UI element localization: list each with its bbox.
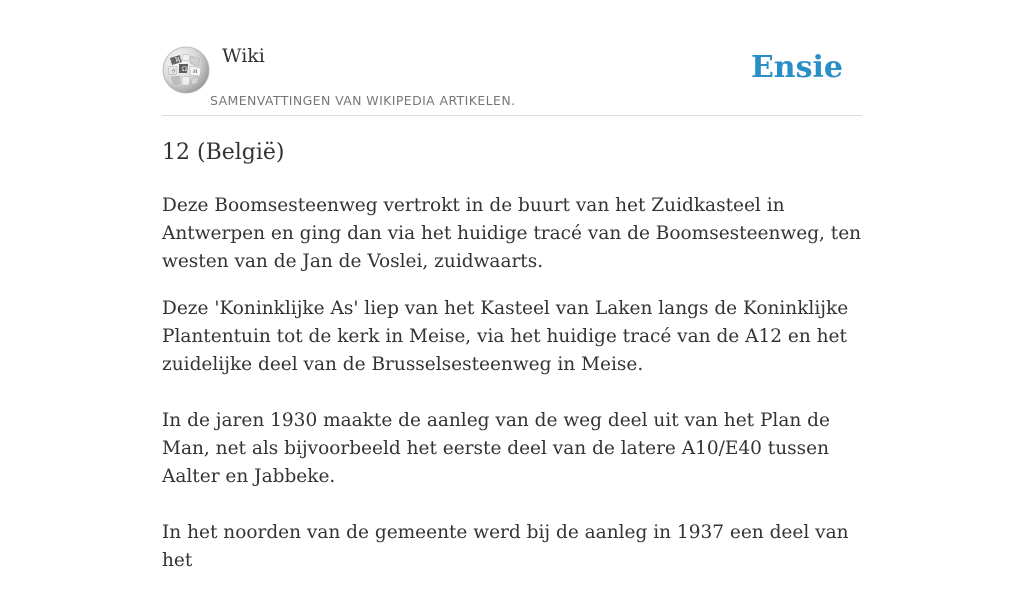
article-body: [162, 192, 862, 594]
site-tagline: SAMENVATTINGEN VAN WIKIPEDIA ARTIKELEN.: [210, 93, 516, 108]
svg-text:W: W: [175, 57, 182, 64]
wikipedia-globe-icon[interactable]: [162, 46, 210, 94]
svg-text:ウ: ウ: [171, 69, 177, 75]
article-paragraph: Deze 'Koninklijke As' liep van het Kasteel van Laken langs de Koninklijke Plantentuin tot de kerk in Meise, via het huidige tracé van de A12 en het zuidelijke deel van de Brusselsesteenweg in Meise. In de jaren 1930 maakte de aanleg van de weg deel uit van het Plan de Man, net als bijvoorbeeld het eerste deel van de latere A10/E40 tussen Aalter en Jabbeke. In het noorden van de gemeente werd bij de aanleg in 1937 een deel van het: [162, 298, 849, 571]
content-container: [162, 0, 862, 571]
svg-text:И: И: [193, 69, 198, 75]
ensie-brand-link[interactable]: Ensie: [750, 50, 843, 85]
svg-text:Ω: Ω: [182, 66, 187, 73]
site-name[interactable]: Wiki: [222, 45, 265, 67]
site-header: [162, 0, 862, 116]
article-paragraph: Deze Boomsesteenweg vertrokt in de buurt van het Zuidkasteel in Antwerpen en ging dan via het huidige tracé van de Boomsesteenweg, ten westen van de Jan de Voslei, zuidwaarts.: [162, 195, 862, 272]
page-title: 12 (België): [162, 140, 285, 165]
